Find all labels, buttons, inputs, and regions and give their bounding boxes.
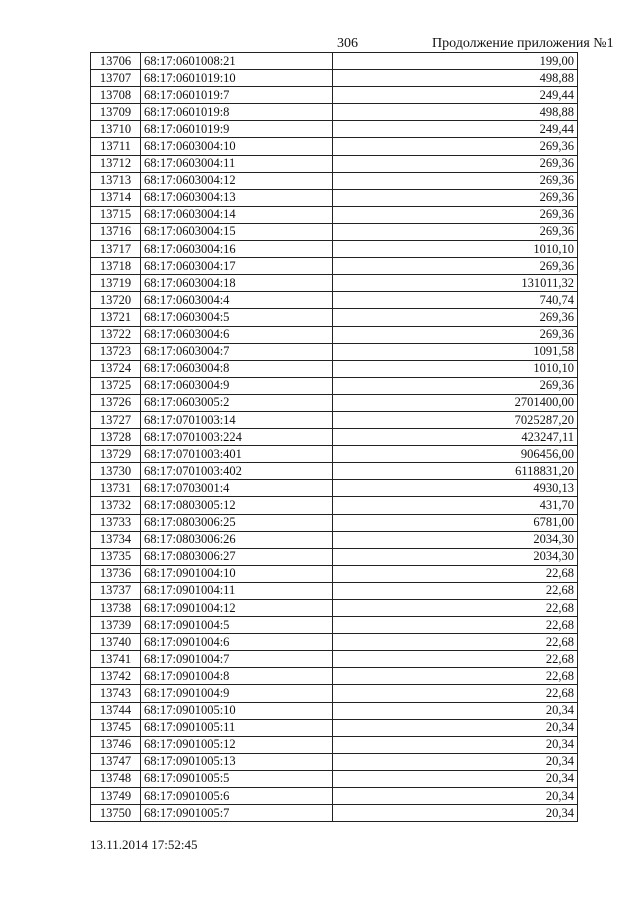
table-row — [91, 377, 578, 394]
table-row — [91, 463, 578, 480]
row-number: 13715 — [91, 206, 141, 223]
row-number: 13738 — [91, 600, 141, 617]
row-number: 13721 — [91, 309, 141, 326]
data-table — [90, 52, 578, 822]
continuation-header: Продолжение приложения №1 — [432, 36, 614, 51]
row-value: 740,74 — [333, 292, 578, 309]
table-row — [91, 514, 578, 531]
cadastral-number: 68:17:0603004:13 — [141, 189, 333, 206]
cadastral-number: 68:17:0601019:8 — [141, 104, 333, 121]
table-row — [91, 394, 578, 411]
cadastral-number: 68:17:0701003:402 — [141, 463, 333, 480]
row-number: 13732 — [91, 497, 141, 514]
table-row — [91, 411, 578, 428]
table-row — [91, 617, 578, 634]
row-value: 269,36 — [333, 172, 578, 189]
row-value: 20,34 — [333, 753, 578, 770]
row-number: 13706 — [91, 53, 141, 70]
row-number: 13711 — [91, 138, 141, 155]
table-row — [91, 634, 578, 651]
row-value: 2701400,00 — [333, 394, 578, 411]
table-row — [91, 292, 578, 309]
table-row — [91, 155, 578, 172]
table-row — [91, 770, 578, 787]
row-number: 13740 — [91, 634, 141, 651]
timestamp: 13.11.2014 17:52:45 — [90, 837, 198, 852]
row-value: 1010,10 — [333, 241, 578, 258]
row-value: 269,36 — [333, 326, 578, 343]
row-value: 22,68 — [333, 685, 578, 702]
row-value: 423247,11 — [333, 429, 578, 446]
row-value: 22,68 — [333, 651, 578, 668]
cadastral-number: 68:17:0601008:21 — [141, 53, 333, 70]
cadastral-number: 68:17:0601019:7 — [141, 87, 333, 104]
row-number: 13709 — [91, 104, 141, 121]
table-row — [91, 685, 578, 702]
row-value: 269,36 — [333, 155, 578, 172]
cadastral-number: 68:17:0603004:4 — [141, 292, 333, 309]
table-row — [91, 582, 578, 599]
row-value: 22,68 — [333, 617, 578, 634]
row-number: 13749 — [91, 788, 141, 805]
row-value: 1091,58 — [333, 343, 578, 360]
cadastral-number: 68:17:0603004:15 — [141, 223, 333, 240]
row-number: 13718 — [91, 258, 141, 275]
cadastral-number: 68:17:0901005:11 — [141, 719, 333, 736]
row-value: 249,44 — [333, 121, 578, 138]
cadastral-number: 68:17:0603004:9 — [141, 377, 333, 394]
cadastral-number: 68:17:0603004:8 — [141, 360, 333, 377]
row-number: 13717 — [91, 241, 141, 258]
row-number: 13744 — [91, 702, 141, 719]
table-row — [91, 668, 578, 685]
row-number: 13725 — [91, 377, 141, 394]
row-value: 269,36 — [333, 206, 578, 223]
cadastral-number: 68:17:0603004:18 — [141, 275, 333, 292]
row-value: 269,36 — [333, 223, 578, 240]
row-value: 20,34 — [333, 702, 578, 719]
row-number: 13729 — [91, 446, 141, 463]
table-row — [91, 258, 578, 275]
cadastral-number: 68:17:0601019:10 — [141, 70, 333, 87]
cadastral-number: 68:17:0901005:10 — [141, 702, 333, 719]
table-row — [91, 565, 578, 582]
cadastral-number: 68:17:0603004:12 — [141, 172, 333, 189]
table-row — [91, 360, 578, 377]
cadastral-number: 68:17:0803005:12 — [141, 497, 333, 514]
table-row — [91, 429, 578, 446]
row-value: 6118831,20 — [333, 463, 578, 480]
row-value: 269,36 — [333, 377, 578, 394]
row-value: 249,44 — [333, 87, 578, 104]
row-value: 199,00 — [333, 53, 578, 70]
table-row — [91, 480, 578, 497]
row-number: 13741 — [91, 651, 141, 668]
table-row — [91, 241, 578, 258]
table-row — [91, 121, 578, 138]
cadastral-number: 68:17:0803006:26 — [141, 531, 333, 548]
row-value: 20,34 — [333, 788, 578, 805]
table-row — [91, 531, 578, 548]
row-number: 13730 — [91, 463, 141, 480]
row-value: 22,68 — [333, 634, 578, 651]
row-number: 13727 — [91, 411, 141, 428]
cadastral-number: 68:17:0803006:25 — [141, 514, 333, 531]
row-number: 13743 — [91, 685, 141, 702]
row-value: 2034,30 — [333, 531, 578, 548]
table-row — [91, 788, 578, 805]
row-value: 20,34 — [333, 805, 578, 822]
cadastral-number: 68:17:0603004:17 — [141, 258, 333, 275]
table-row — [91, 138, 578, 155]
row-value: 906456,00 — [333, 446, 578, 463]
cadastral-number: 68:17:0901004:6 — [141, 634, 333, 651]
cadastral-number: 68:17:0701003:224 — [141, 429, 333, 446]
cadastral-number: 68:17:0601019:9 — [141, 121, 333, 138]
table-row — [91, 702, 578, 719]
row-number: 13710 — [91, 121, 141, 138]
table-row — [91, 223, 578, 240]
row-value: 269,36 — [333, 189, 578, 206]
row-number: 13731 — [91, 480, 141, 497]
cadastral-number: 68:17:0701003:401 — [141, 446, 333, 463]
row-value: 6781,00 — [333, 514, 578, 531]
row-number: 13742 — [91, 668, 141, 685]
table-row — [91, 172, 578, 189]
row-value: 498,88 — [333, 70, 578, 87]
table-row — [91, 753, 578, 770]
cadastral-number: 68:17:0901005:12 — [141, 736, 333, 753]
cadastral-number: 68:17:0901004:7 — [141, 651, 333, 668]
row-number: 13734 — [91, 531, 141, 548]
table-row — [91, 343, 578, 360]
row-number: 13737 — [91, 582, 141, 599]
cadastral-number: 68:17:0901004:12 — [141, 600, 333, 617]
row-value: 269,36 — [333, 138, 578, 155]
row-number: 13719 — [91, 275, 141, 292]
row-number: 13724 — [91, 360, 141, 377]
cadastral-number: 68:17:0603004:11 — [141, 155, 333, 172]
row-number: 13707 — [91, 70, 141, 87]
cadastral-number: 68:17:0901005:5 — [141, 770, 333, 787]
table-row — [91, 497, 578, 514]
cadastral-number: 68:17:0603004:16 — [141, 241, 333, 258]
table-row — [91, 548, 578, 565]
cadastral-number: 68:17:0901004:9 — [141, 685, 333, 702]
row-value: 22,68 — [333, 668, 578, 685]
row-number: 13713 — [91, 172, 141, 189]
row-value: 7025287,20 — [333, 411, 578, 428]
cadastral-number: 68:17:0703001:4 — [141, 480, 333, 497]
row-number: 13735 — [91, 548, 141, 565]
row-number: 13739 — [91, 617, 141, 634]
table-row — [91, 600, 578, 617]
row-value: 22,68 — [333, 565, 578, 582]
row-number: 13748 — [91, 770, 141, 787]
row-number: 13722 — [91, 326, 141, 343]
table-row — [91, 719, 578, 736]
row-value: 20,34 — [333, 770, 578, 787]
row-number: 13745 — [91, 719, 141, 736]
row-value: 22,68 — [333, 582, 578, 599]
row-value: 269,36 — [333, 309, 578, 326]
cadastral-number: 68:17:0901004:10 — [141, 565, 333, 582]
row-number: 13716 — [91, 223, 141, 240]
row-number: 13726 — [91, 394, 141, 411]
row-number: 13746 — [91, 736, 141, 753]
row-number: 13714 — [91, 189, 141, 206]
row-value: 269,36 — [333, 258, 578, 275]
row-number: 13720 — [91, 292, 141, 309]
table-row — [91, 70, 578, 87]
page-number: 306 — [337, 36, 358, 51]
row-number: 13728 — [91, 429, 141, 446]
cadastral-number: 68:17:0901005:6 — [141, 788, 333, 805]
table-row — [91, 104, 578, 121]
cadastral-number: 68:17:0901004:5 — [141, 617, 333, 634]
table-row — [91, 736, 578, 753]
row-value: 1010,10 — [333, 360, 578, 377]
row-value: 4930,13 — [333, 480, 578, 497]
table-row — [91, 53, 578, 70]
cadastral-number: 68:17:0603004:7 — [141, 343, 333, 360]
row-value: 20,34 — [333, 719, 578, 736]
cadastral-number: 68:17:0603004:10 — [141, 138, 333, 155]
row-value: 2034,30 — [333, 548, 578, 565]
cadastral-number: 68:17:0603004:14 — [141, 206, 333, 223]
row-value: 131011,32 — [333, 275, 578, 292]
table-row — [91, 189, 578, 206]
cadastral-number: 68:17:0701003:14 — [141, 411, 333, 428]
row-value: 431,70 — [333, 497, 578, 514]
row-value: 20,34 — [333, 736, 578, 753]
row-number: 13723 — [91, 343, 141, 360]
row-number: 13750 — [91, 805, 141, 822]
table-row — [91, 326, 578, 343]
row-number: 13736 — [91, 565, 141, 582]
cadastral-number: 68:17:0901005:7 — [141, 805, 333, 822]
table-row — [91, 87, 578, 104]
row-number: 13747 — [91, 753, 141, 770]
row-number: 13733 — [91, 514, 141, 531]
table-body — [91, 53, 578, 822]
table-row — [91, 446, 578, 463]
cadastral-number: 68:17:0901004:11 — [141, 582, 333, 599]
cadastral-number: 68:17:0603004:5 — [141, 309, 333, 326]
row-value: 22,68 — [333, 600, 578, 617]
row-value: 498,88 — [333, 104, 578, 121]
table-row — [91, 651, 578, 668]
row-number: 13712 — [91, 155, 141, 172]
table-row — [91, 275, 578, 292]
table-row — [91, 206, 578, 223]
cadastral-number: 68:17:0603005:2 — [141, 394, 333, 411]
cadastral-number: 68:17:0901005:13 — [141, 753, 333, 770]
row-number: 13708 — [91, 87, 141, 104]
cadastral-number: 68:17:0901004:8 — [141, 668, 333, 685]
table-row — [91, 805, 578, 822]
cadastral-number: 68:17:0603004:6 — [141, 326, 333, 343]
cadastral-number: 68:17:0803006:27 — [141, 548, 333, 565]
table-row — [91, 309, 578, 326]
